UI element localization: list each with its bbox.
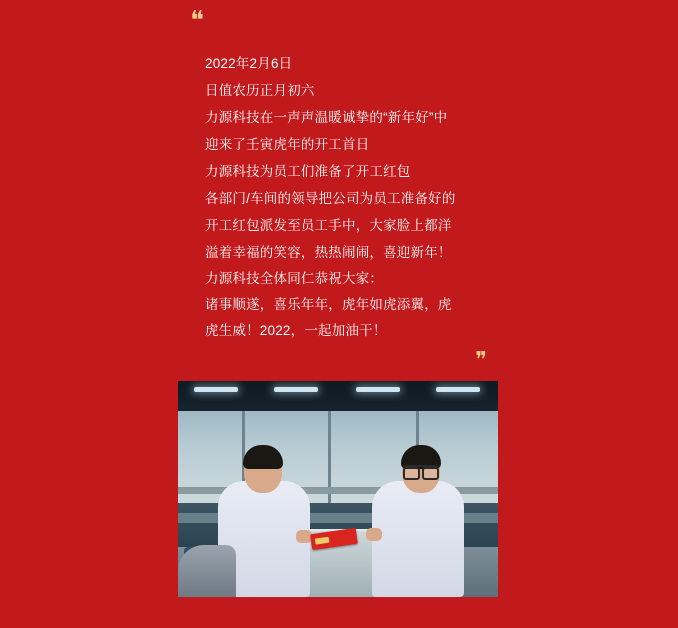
article-line: 力源科技为员工们准备了开工红包 (205, 164, 411, 179)
quote-open-icon: ❝ (190, 6, 205, 36)
photo-person-glasses (403, 465, 439, 477)
article-body (178, 50, 500, 344)
article-line: 诸事顺遂，喜乐年年，虎年如虎添翼，虎 (205, 297, 452, 312)
ceiling-lamp-icon (194, 387, 238, 392)
workers-red-envelope-photo (178, 381, 498, 597)
article-line: 力源科技全体同仁恭祝大家： (205, 271, 384, 286)
article-line: 迎来了壬寅虎年的开工首日 (205, 137, 370, 152)
article-line: 力源科技在一声声温暖诚挚的“新年好”中 (205, 110, 448, 125)
article-line: 各部门/车间的领导把公司为员工准备好的 (205, 191, 456, 206)
ceiling-lamp-icon (274, 387, 318, 392)
photo-person-coat (372, 481, 464, 597)
article-line: 日值农历正月初六 (205, 83, 315, 98)
quote-close-icon: ❞ (475, 348, 488, 373)
photo-scene (178, 381, 498, 597)
ceiling-lamp-icon (356, 387, 400, 392)
article-block (178, 0, 500, 372)
photo-foreground-figure (178, 545, 236, 597)
article-line: 开工红包派发至员工手中，大家脸上都洋 (205, 218, 452, 233)
photo-ceiling (178, 381, 498, 411)
article-line: 溢着幸福的笑容，热热闹闹，喜迎新年！ (205, 245, 452, 260)
article-line: 虎生威！2022，一起加油干！ (205, 323, 387, 338)
article-line: 2022年2月6日 (205, 56, 293, 71)
ceiling-lamp-icon (436, 387, 480, 392)
photo-hand-right (366, 528, 382, 541)
